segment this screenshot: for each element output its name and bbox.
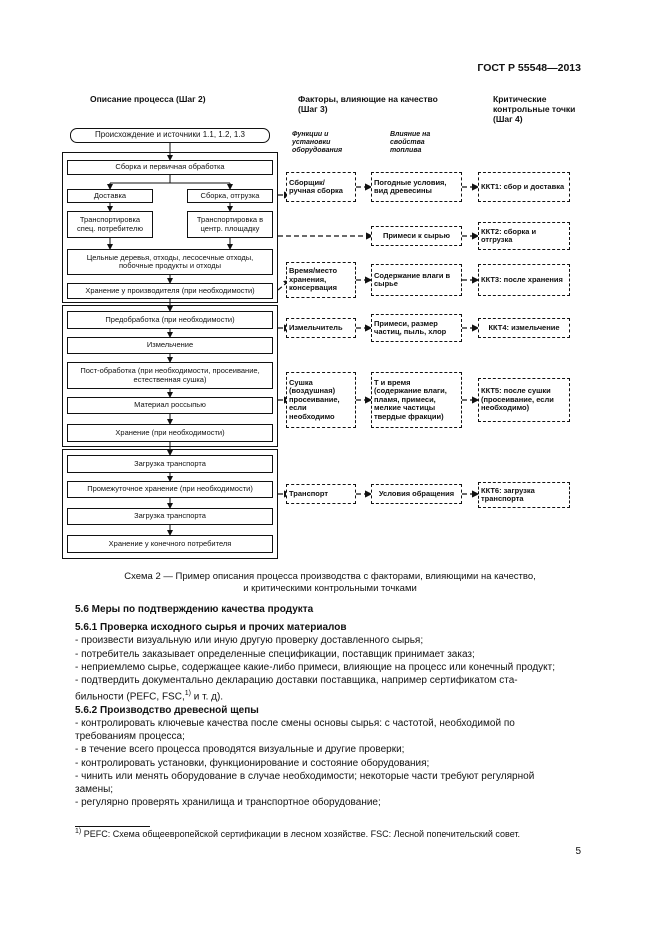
factor-transport: Транспорт bbox=[286, 484, 356, 504]
subhead-influence: Влияние на свойства топлива bbox=[390, 131, 431, 154]
origin-box: Происхождение и источники 1.1, 1.2, 1.3 bbox=[70, 128, 270, 143]
influence-moisture: Содержание влаги в сырье bbox=[371, 264, 462, 296]
influence-weather: Погодные условия, вид древесины bbox=[371, 172, 462, 202]
step-load-transport: Загрузка транспорта bbox=[67, 455, 273, 473]
step-pretreatment: Предобработка (при необходимости) bbox=[67, 311, 273, 329]
caption-line-2: и критическими контрольными точками bbox=[243, 583, 417, 594]
list-item: замены; bbox=[75, 783, 114, 795]
cont-text-a: бильности (PEFC, FSC, bbox=[75, 691, 185, 703]
footnote-mark: 1) bbox=[75, 828, 82, 835]
list-item: - подтвердить документально декларацию доставки поставщика, например сертификатом ста- bbox=[75, 675, 518, 687]
list-item-continuation bbox=[75, 687, 583, 704]
step-collect: Сборка и первичная обработка bbox=[67, 160, 273, 175]
step-producer-storage: Хранение у производителя (при необходимости) bbox=[67, 283, 273, 299]
list-item: - контролировать установки, функционирование и состояние оборудования; bbox=[75, 757, 430, 769]
document-id: ГОСТ Р 55548—2013 bbox=[477, 62, 581, 74]
list-item: - в течение всего процесса проводятся визуальные и другие проверки; bbox=[75, 744, 405, 756]
influence-handling: Условия обращения bbox=[371, 484, 462, 504]
list-item: - регулярно проверять хранилища и транспортное оборудование; bbox=[75, 797, 381, 809]
influence-impurities: Примеси к сырью bbox=[371, 226, 462, 246]
section-5-6 bbox=[75, 603, 583, 809]
step-intermediate-storage: Промежуточное хранение (при необходимости) bbox=[67, 481, 273, 498]
caption-line-1: Схема 2 — Пример описания процесса производства с факторами, влияющими на качество, bbox=[124, 571, 536, 582]
subhead-functions: Функции и установки оборудования bbox=[292, 131, 343, 154]
step-delivery: Доставка bbox=[67, 189, 153, 203]
ccp-6: ККТ6: загрузка транспорта bbox=[478, 482, 570, 508]
footnote-text: PEFC: Схема общеевропейской сертификации в лесном хозяйстве. FSC: Лесной попечительский совет. bbox=[81, 829, 521, 839]
influence-temperature: Т и время (содержание влаги, пламя, примеси, мелкие частицы твердые фракции) bbox=[371, 372, 462, 428]
list-item: - контролировать ключевые качества после смены основы сырья: с частотой, необходимой по bbox=[75, 717, 515, 729]
ccp-3: ККТ3: после хранения bbox=[478, 264, 570, 296]
step-transport-center: Транспортировка в центр. площадку bbox=[187, 211, 273, 238]
ccp-5: ККТ5: после сушки (просеивание, если необходимо) bbox=[478, 378, 570, 422]
list-item: - неприемлемо сырье, содержащее какие-либо примеси, влияющие на процесс или конечный продукт; bbox=[75, 661, 555, 673]
step-end-storage: Хранение у конечного потребителя bbox=[67, 535, 273, 553]
influence-particles: Примеси, размер частиц, пыль, хлор bbox=[371, 314, 462, 342]
cont-text-b: и т. д). bbox=[190, 691, 224, 703]
column-title-ccp: Критические контрольные точки (Шаг 4) bbox=[493, 94, 576, 124]
page-number: 5 bbox=[575, 846, 581, 857]
footnote-ref: 1) bbox=[184, 690, 191, 698]
list-item: - чинить или менять оборудование в случае необходимости; некоторые части требуют регулярной bbox=[75, 770, 535, 782]
factor-drying: Сушка (воздушная) просеивание, если необходимо bbox=[286, 372, 356, 428]
ccp-2: ККТ2: сборка и отгрузка bbox=[478, 222, 570, 250]
step-whole-trees: Цельные деревья, отходы, лесосечные отходы, побочные продукты и отходы bbox=[67, 249, 273, 275]
factor-collector: Сборщик/ ручная сборка bbox=[286, 172, 356, 202]
ccp-1: ККТ1: сбор и доставка bbox=[478, 172, 570, 202]
section-5-6-title: 5.6 Меры по подтверждению качества продукта bbox=[75, 604, 314, 615]
ccp-4: ККТ4: измельчение bbox=[478, 318, 570, 338]
section-5-6-2-title: 5.6.2 Производство древесной щепы bbox=[75, 704, 259, 716]
step-assembly: Сборка, отгрузка bbox=[187, 189, 273, 203]
factor-chipper: Измельчитель bbox=[286, 318, 356, 338]
section-5-6-1-title: 5.6.1 Проверка исходного сырья и прочих материалов bbox=[75, 622, 347, 634]
footnote bbox=[75, 828, 595, 839]
column-title-process: Описание процесса (Шаг 2) bbox=[90, 94, 206, 104]
footnote-divider bbox=[75, 826, 150, 827]
step-bulk-material: Материал россыпью bbox=[67, 397, 273, 414]
list-item: требованиям процесса; bbox=[75, 731, 185, 743]
factor-storage-time: Время/место хранения, консервация bbox=[286, 262, 356, 298]
list-item: - произвести визуальную или иную другую проверку доставленного сырья; bbox=[75, 635, 424, 647]
step-posttreatment: Пост-обработка (при необходимости, просеивание, естественная сушка) bbox=[67, 362, 273, 389]
step-transport-consumer: Транспортировка спец. потребителю bbox=[67, 211, 153, 238]
column-title-factors: Факторы, влияющие на качество (Шаг 3) bbox=[298, 94, 438, 114]
step-storage: Хранение (при необходимости) bbox=[67, 424, 273, 442]
step-chipping: Измельчение bbox=[67, 337, 273, 354]
step-load-transport-2: Загрузка транспорта bbox=[67, 508, 273, 525]
list-item: - потребитель заказывает определенные спецификации, поставщик принимает заказ; bbox=[75, 648, 475, 660]
figure-caption bbox=[40, 571, 620, 595]
